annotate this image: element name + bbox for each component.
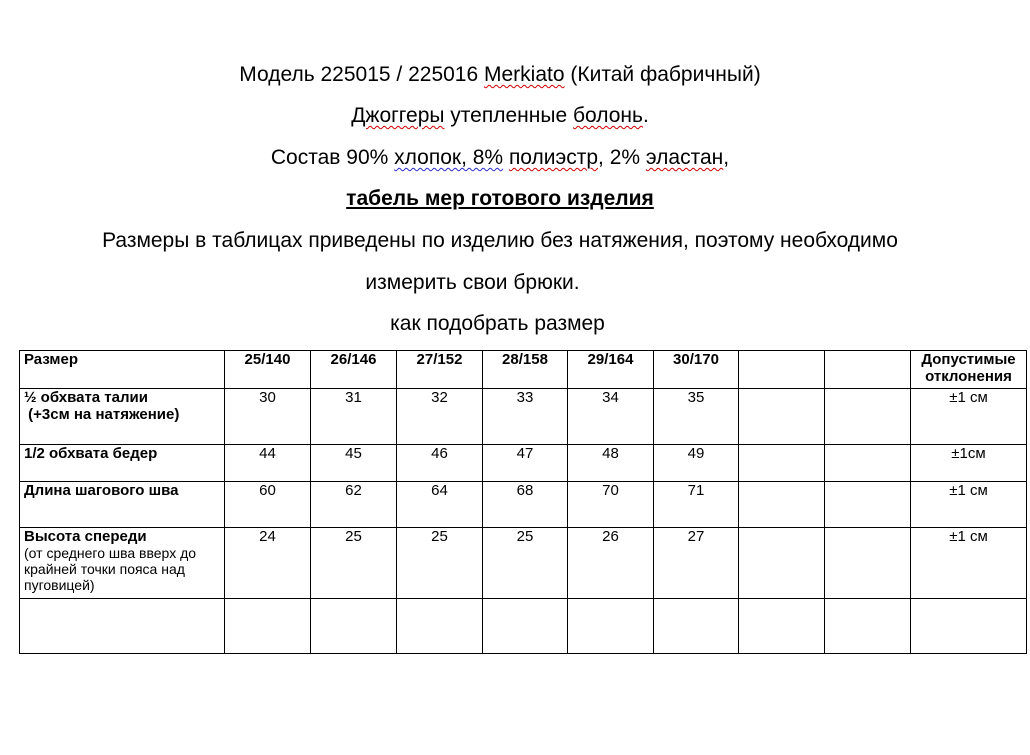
note-line-1: Размеры в таблицах приведены по изделию без натяжения, поэтому необходимо [102, 229, 898, 252]
table-cell: 62 [311, 482, 397, 528]
table-cell: 26 [568, 528, 654, 599]
table-title: табель мер готового изделия [346, 187, 654, 210]
model-prefix: Модель 225015 / 225016 [239, 63, 484, 86]
row-label-inseam: Длина шагового шва [20, 482, 225, 528]
table-cell: 35 [654, 389, 739, 445]
empty-cell [225, 599, 311, 654]
model-line [0, 62, 1000, 88]
table-cell: 32 [397, 389, 483, 445]
header-size-label: Размер [20, 351, 225, 389]
header-tolerance: Допустимые отклонения [911, 351, 1027, 389]
table-cell: 60 [225, 482, 311, 528]
composition-line [0, 145, 1000, 171]
composition-suffix: , [723, 146, 730, 169]
composition-polyester: полиэстр [508, 146, 599, 169]
table-cell: 70 [568, 482, 654, 528]
table-row-inseam [20, 482, 1027, 528]
note-line-2: измерить свои брюки. [365, 271, 580, 294]
empty-cell [825, 599, 911, 654]
product-line [0, 103, 1000, 129]
table-row-waist [20, 389, 1027, 445]
empty-cell [739, 445, 825, 482]
product-word-bolon: болонь [572, 104, 643, 127]
composition-cotton: хлопок, 8% [394, 146, 504, 169]
table-cell: 34 [568, 389, 654, 445]
empty-cell [739, 599, 825, 654]
table-cell: 44 [225, 445, 311, 482]
table-cell: 25 [397, 528, 483, 599]
table-cell: 45 [311, 445, 397, 482]
header-size-25-140: 25/140 [225, 351, 311, 389]
empty-cell [825, 528, 911, 599]
empty-cell [311, 599, 397, 654]
row-label-hips: 1/2 обхвата бедер [20, 445, 225, 482]
empty-cell [911, 599, 1027, 654]
empty-cell [739, 482, 825, 528]
table-row-empty [20, 599, 1027, 654]
row-label-cell [20, 389, 225, 445]
header-empty-cell [739, 351, 825, 389]
tolerance-cell: ±1 см [911, 389, 1027, 445]
product-dot: . [642, 104, 649, 127]
table-header-row [20, 351, 1027, 389]
table-cell: 33 [483, 389, 568, 445]
composition-elastane: эластан [645, 146, 724, 169]
row-label-waist-note: (+3см на натяжение) [24, 406, 180, 423]
composition-prefix: Состав 90% [270, 146, 395, 169]
header-size-28-158: 28/158 [483, 351, 568, 389]
table-cell: 64 [397, 482, 483, 528]
table-row-front-rise [20, 528, 1027, 599]
empty-cell [739, 389, 825, 445]
table-cell: 24 [225, 528, 311, 599]
composition-mid: , 2% [598, 146, 646, 169]
empty-cell [825, 389, 911, 445]
table-cell: 27 [654, 528, 739, 599]
table-cell: 48 [568, 445, 654, 482]
empty-cell [654, 599, 739, 654]
table-cell: 47 [483, 445, 568, 482]
empty-cell [739, 528, 825, 599]
model-suffix: (Китай фабричный) [564, 63, 761, 86]
header-size-26-146: 26/146 [311, 351, 397, 389]
table-cell: 25 [483, 528, 568, 599]
empty-cell [397, 599, 483, 654]
product-rest: утепленные [444, 104, 573, 127]
table-row-hips [20, 445, 1027, 482]
empty-cell [20, 599, 225, 654]
row-label-waist: ½ обхвата талии [24, 389, 148, 406]
tolerance-cell: ±1 см [911, 482, 1027, 528]
table-cell: 49 [654, 445, 739, 482]
header-size-29-164: 29/164 [568, 351, 654, 389]
table-cell: 71 [654, 482, 739, 528]
how-to-choose-size: как подобрать размер [390, 312, 605, 335]
product-word-joggers: Джоггеры [351, 104, 445, 127]
header-empty-cell [825, 351, 911, 389]
table-cell: 46 [397, 445, 483, 482]
empty-cell [825, 482, 911, 528]
table-cell: 31 [311, 389, 397, 445]
tolerance-cell: ±1см [911, 445, 1027, 482]
brand-name: Merkiato [484, 63, 565, 86]
header-size-30-170: 30/170 [654, 351, 739, 389]
row-label-front-rise-note: (от среднего шва вверх до крайней точки пояса над пуговицей) [24, 545, 197, 593]
table-cell: 30 [225, 389, 311, 445]
empty-cell [825, 445, 911, 482]
table-cell: 68 [483, 482, 568, 528]
header-size-27-152: 27/152 [397, 351, 483, 389]
row-label-cell [20, 528, 225, 599]
table-cell: 25 [311, 528, 397, 599]
size-table [19, 350, 1027, 654]
tolerance-cell: ±1 см [911, 528, 1027, 599]
empty-cell [568, 599, 654, 654]
row-label-front-rise: Высота спереди [24, 528, 147, 545]
empty-cell [483, 599, 568, 654]
